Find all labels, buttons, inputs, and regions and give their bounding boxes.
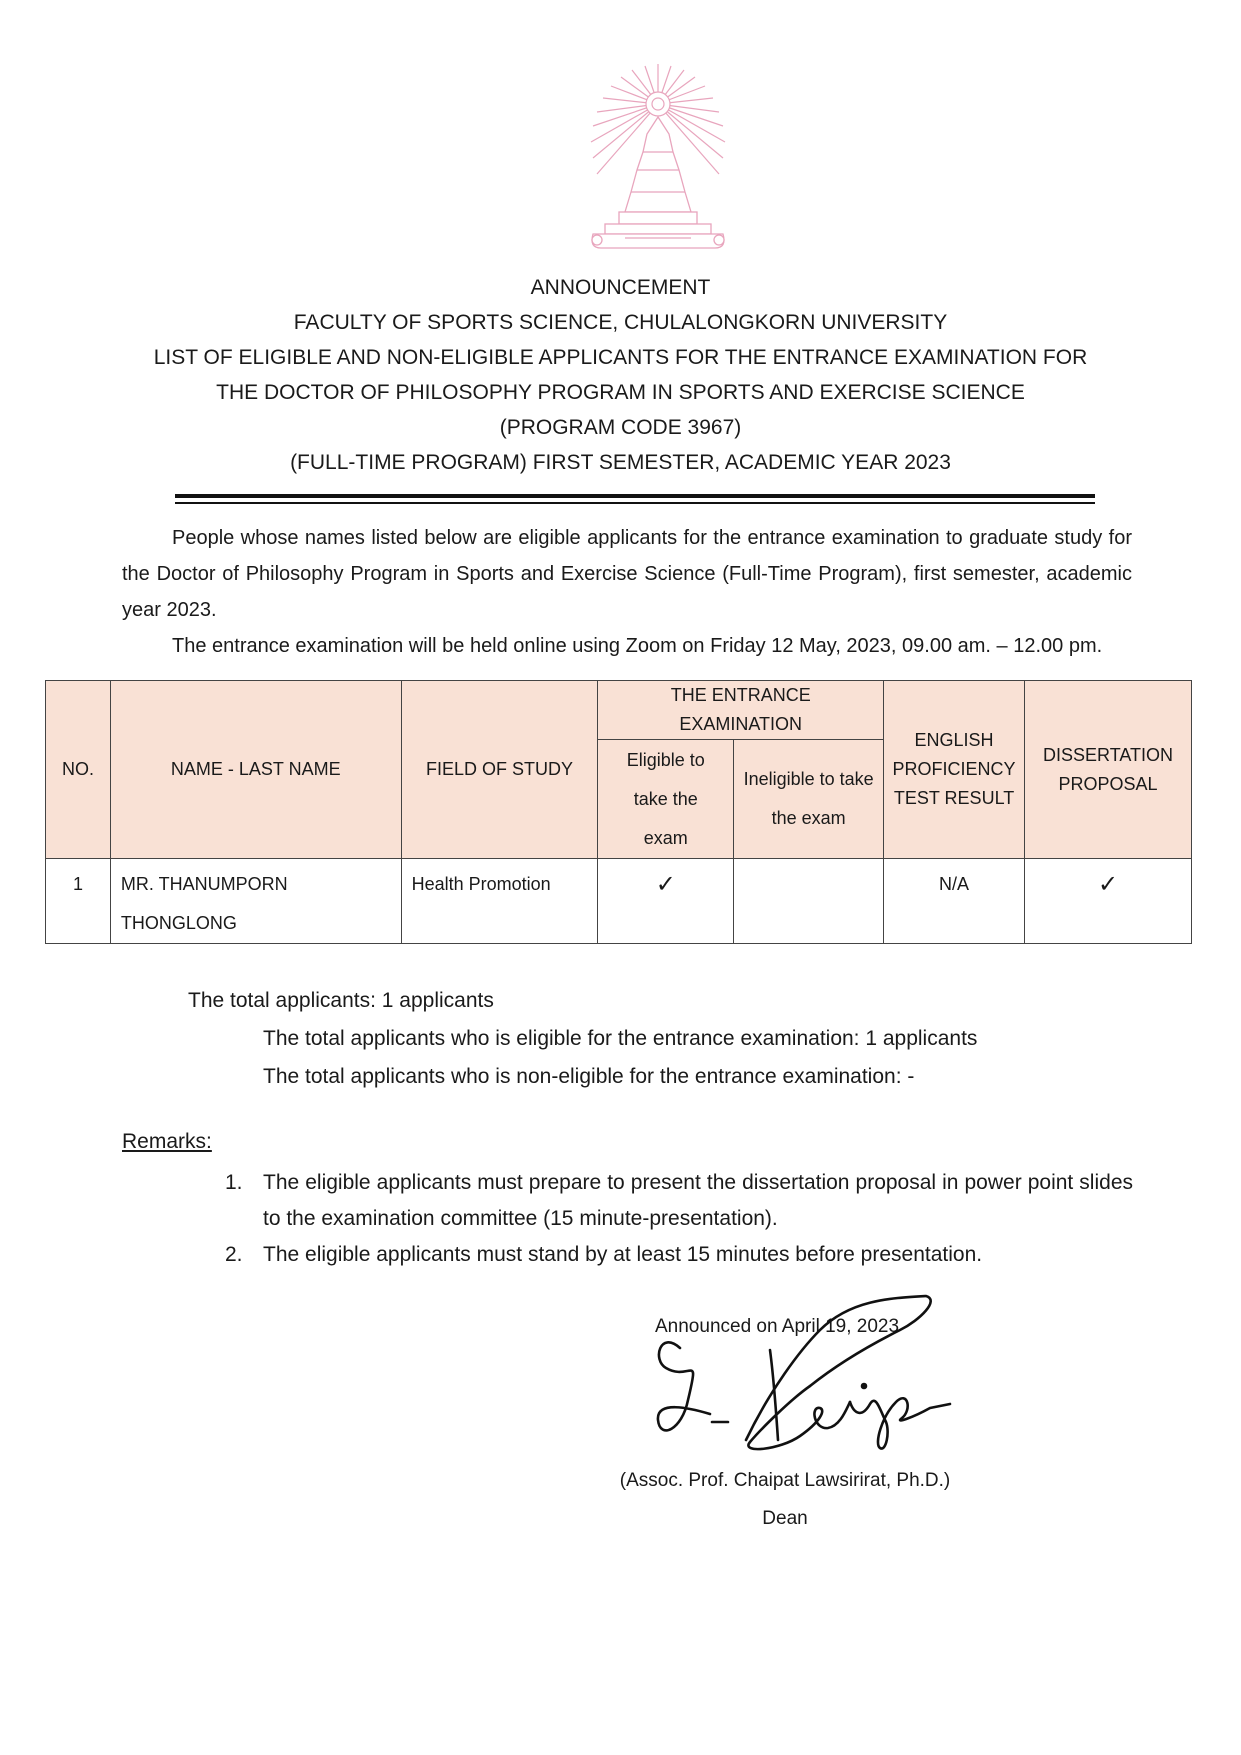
announced-date: Announced on April 19, 2023 xyxy=(655,1316,900,1337)
header-dissertation-proposal: DISSERTATION PROPOSAL xyxy=(1025,681,1192,859)
header-name: NAME - LAST NAME xyxy=(110,681,401,859)
cell-no: 1 xyxy=(46,859,111,944)
list-item xyxy=(225,1237,1133,1273)
table-row xyxy=(46,859,1192,944)
check-mark-icon: ✓ xyxy=(598,859,734,944)
heading-faculty: FACULTY OF SPORTS SCIENCE, CHULALONGKORN UNIVERSITY xyxy=(293,311,948,334)
remark-text: The eligible applicants must stand by at least 15 minutes before presentation. xyxy=(263,1243,983,1266)
check-mark-icon: ✓ xyxy=(1025,859,1192,944)
heading-divider-thin xyxy=(175,502,1095,504)
applicants-table xyxy=(45,680,1192,944)
heading-title: ANNOUNCEMENT xyxy=(530,276,711,299)
intro-text xyxy=(122,520,1132,664)
remark-number: 2. xyxy=(225,1243,243,1266)
remark-text: The eligible applicants must prepare to present the dissertation proposal in power point slides to the examination committee (15 minute-presentation). xyxy=(263,1171,1133,1230)
totals-summary xyxy=(188,982,977,1096)
signer-name: (Assoc. Prof. Chaipat Lawsirirat, Ph.D.) xyxy=(619,1470,951,1491)
remarks-list xyxy=(225,1165,1133,1273)
university-seal-icon xyxy=(585,62,731,257)
remarks-heading: Remarks: xyxy=(122,1130,212,1153)
list-item xyxy=(225,1165,1133,1237)
header-eligible: Eligible to take the exam xyxy=(598,740,734,859)
header-ineligible: Ineligible to take the exam xyxy=(734,740,884,859)
cell-field-of-study: Health Promotion xyxy=(401,859,598,944)
header-no: NO. xyxy=(46,681,111,859)
heading-program: THE DOCTOR OF PHILOSOPHY PROGRAM IN SPORTS AND EXERCISE SCIENCE xyxy=(216,381,1025,404)
total-applicants: The total applicants: 1 applicants xyxy=(188,989,494,1012)
announcement-heading xyxy=(0,270,1241,480)
heading-program-code: (PROGRAM CODE 3967) xyxy=(499,416,742,439)
signature-icon xyxy=(650,1290,960,1460)
header-field-of-study: FIELD OF STUDY xyxy=(401,681,598,859)
header-english-proficiency: ENGLISH PROFICIENCY TEST RESULT xyxy=(884,681,1025,859)
header-entrance-examination: THE ENTRANCE EXAMINATION xyxy=(598,681,884,740)
remark-number: 1. xyxy=(225,1171,243,1194)
total-non-eligible: The total applicants who is non-eligible for the entrance examination: - xyxy=(263,1065,915,1088)
cell-english-result: N/A xyxy=(884,859,1025,944)
total-eligible: The total applicants who is eligible for the entrance examination: 1 applicants xyxy=(263,1027,978,1050)
heading-semester: (FULL-TIME PROGRAM) FIRST SEMESTER, ACADEMIC YEAR 2023 xyxy=(290,451,951,474)
heading-list-title: LIST OF ELIGIBLE AND NON-ELIGIBLE APPLICANTS FOR THE ENTRANCE EXAMINATION FOR xyxy=(153,346,1088,369)
intro-paragraph-exam-schedule: The entrance examination will be held online using Zoom on Friday 12 May, 2023, 09.00 am. – 12.00 pm. xyxy=(172,635,1103,657)
signer-title: Dean xyxy=(762,1508,808,1529)
cell-ineligible xyxy=(734,859,884,944)
intro-paragraph-eligibility: People whose names listed below are eligible applicants for the entrance examination to graduate study for the Doctor of Philosophy Program in Sports and Exercise Science (Full-Time Program), first semester, academic year 2023. xyxy=(122,527,1132,621)
heading-divider-thick xyxy=(175,494,1095,498)
cell-name: MR. THANUMPORN THONGLONG xyxy=(110,859,401,944)
